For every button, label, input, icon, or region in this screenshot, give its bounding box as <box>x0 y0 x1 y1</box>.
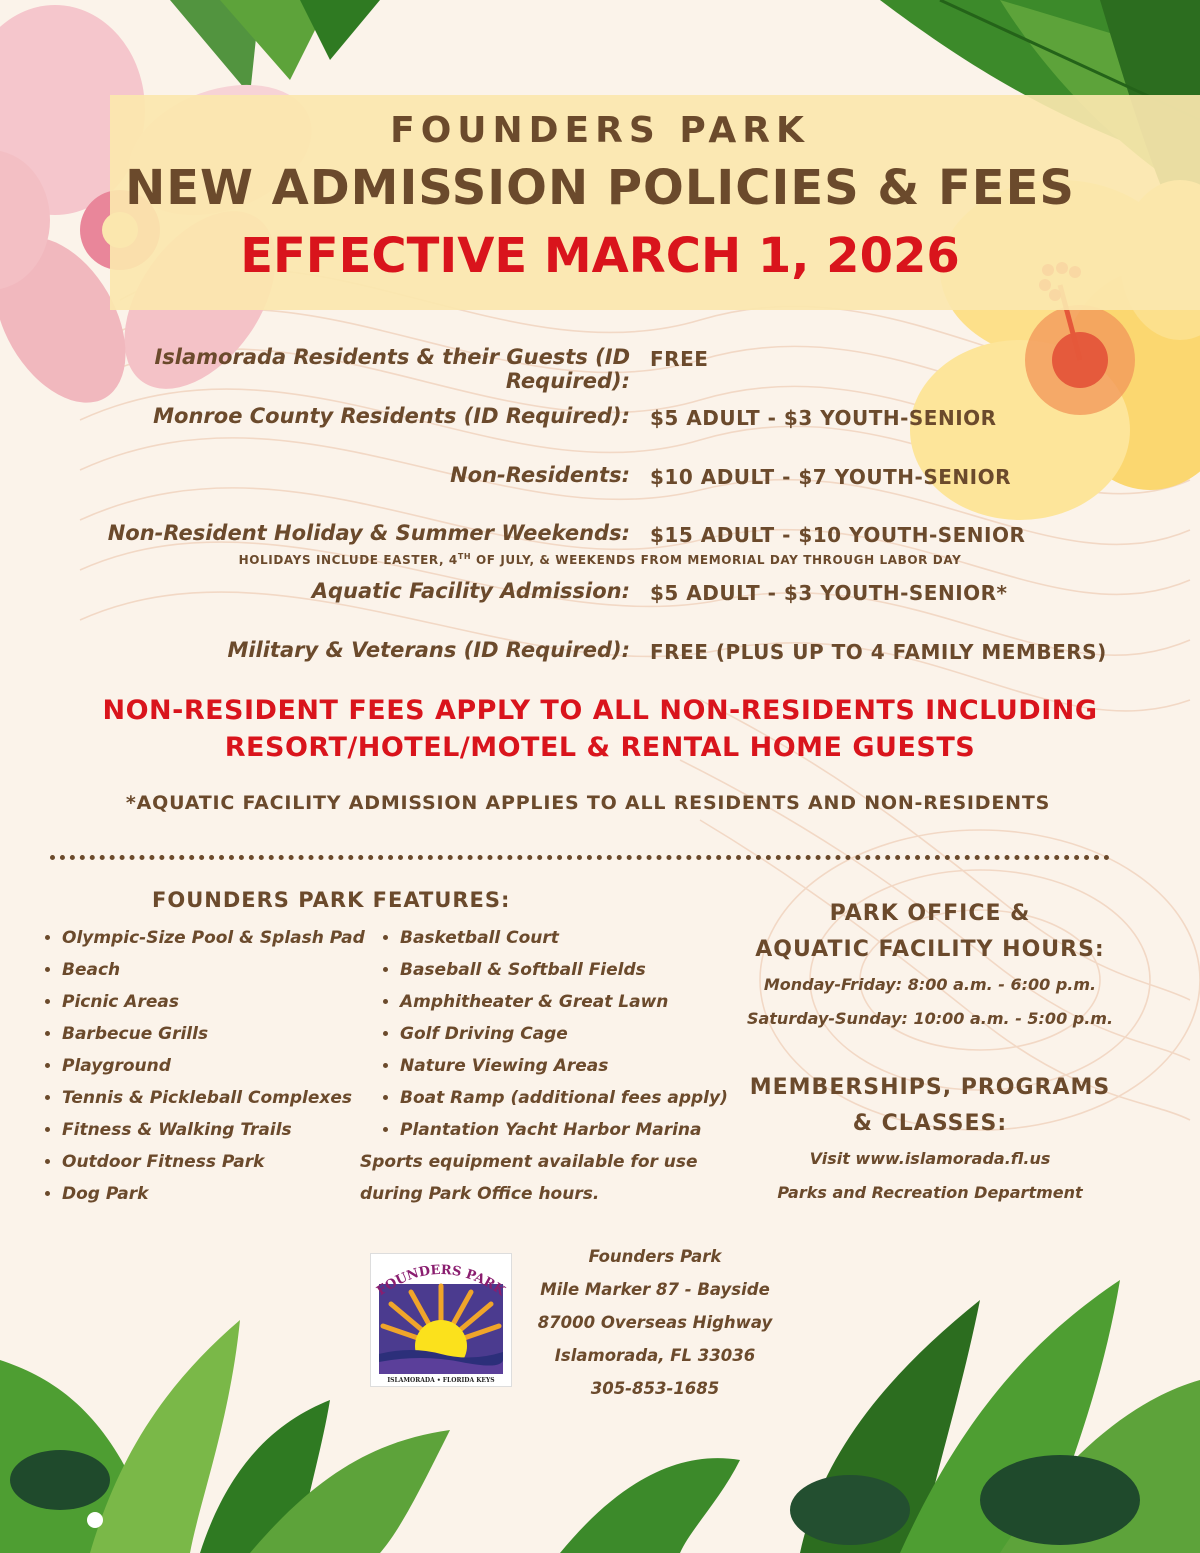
list-item: • Amphitheater & Great Lawn <box>400 986 728 1018</box>
holiday-note-sup: TH <box>457 552 472 561</box>
hours-heading-line2: AQUATIC FACILITY HOURS: <box>755 937 1105 962</box>
list-item: • Dog Park <box>62 1178 365 1210</box>
equipment-note-line1: Sports equipment available for use <box>360 1152 698 1172</box>
list-item: • Outdoor Fitness Park <box>62 1146 365 1178</box>
address-phone: 305-853-1685 <box>590 1379 720 1398</box>
sunset-logo-icon <box>371 1254 511 1386</box>
fee-label-islamorada: Islamorada Residents & their Guests (ID Required): <box>154 345 630 393</box>
list-item: • Plantation Yacht Harbor Marina <box>400 1114 728 1146</box>
list-item: • Playground <box>62 1050 365 1082</box>
nonresident-note-line1: NON-RESIDENT FEES APPLY TO ALL NON-RESIDENTS INCLUDING <box>102 695 1098 726</box>
logo-subtitle-text: ISLAMORADA • FLORIDA KEYS <box>387 1377 495 1384</box>
holiday-note-after: OF JULY, & WEEKENDS FROM MEMORIAL DAY THROUGH LABOR DAY <box>471 553 962 567</box>
fee-value-nonresident: $10 ADULT - $7 YOUTH-SENIOR <box>650 465 1011 489</box>
memberships-heading-line2: & CLASSES: <box>852 1111 1008 1136</box>
list-item: • Olympic-Size Pool & Splash Pad <box>62 922 365 954</box>
policy-heading: NEW ADMISSION POLICIES & FEES <box>125 160 1075 216</box>
list-item: • Tennis & Pickleball Complexes <box>62 1082 365 1114</box>
hours-weekend: Saturday-Sunday: 10:00 a.m. - 5:00 p.m. <box>746 1009 1114 1028</box>
address-marker: Mile Marker 87 - Bayside <box>540 1280 770 1299</box>
fee-label-military: Military & Veterans (ID Required): <box>227 638 630 662</box>
memberships-heading-line1: MEMBERSHIPS, PROGRAMS <box>749 1075 1111 1100</box>
fee-value-holiday: $15 ADULT - $10 YOUTH-SENIOR <box>650 523 1026 547</box>
memberships-section <box>735 1070 1125 1210</box>
address-name: Founders Park <box>588 1247 722 1266</box>
dotted-divider <box>50 855 1110 860</box>
hours-weekday: Monday-Friday: 8:00 a.m. - 6:00 p.m. <box>763 975 1097 994</box>
holiday-note <box>0 552 1200 567</box>
fee-value-aquatic: $5 ADULT - $3 YOUTH-SENIOR* <box>650 581 1008 605</box>
list-item: • Picnic Areas <box>62 986 365 1018</box>
holiday-note-before: HOLIDAYS INCLUDE EASTER, 4 <box>238 553 458 567</box>
address-street: 87000 Overseas Highway <box>537 1313 773 1332</box>
hours-section <box>735 896 1125 1036</box>
fee-value-military: FREE (PLUS UP TO 4 FAMILY MEMBERS) <box>650 640 1107 664</box>
fee-label-nonresident: Non-Residents: <box>450 463 630 487</box>
fee-label-aquatic: Aquatic Facility Admission: <box>311 579 630 603</box>
list-item: • Barbecue Grills <box>62 1018 365 1050</box>
memberships-department: Parks and Recreation Department <box>777 1183 1083 1202</box>
list-item: • Baseball & Softball Fields <box>400 954 728 986</box>
logo-title-text: FOUNDERS PARK <box>374 1262 508 1300</box>
fee-value-monroe: $5 ADULT - $3 YOUTH-SENIOR <box>650 406 997 430</box>
list-item: • Golf Driving Cage <box>400 1018 728 1050</box>
features-list-col1 <box>38 922 365 1210</box>
hours-heading-line1: PARK OFFICE & <box>829 901 1031 926</box>
list-item: • Fitness & Walking Trails <box>62 1114 365 1146</box>
address-city: Islamorada, FL 33036 <box>554 1346 756 1365</box>
list-item: • Boat Ramp (additional fees apply) <box>400 1082 728 1114</box>
list-item: • Basketball Court <box>400 922 728 954</box>
founders-park-logo <box>370 1253 512 1387</box>
aquatic-note: *AQUATIC FACILITY ADMISSION APPLIES TO ALL RESIDENTS AND NON-RESIDENTS <box>125 792 1051 814</box>
list-item: • Nature Viewing Areas <box>400 1050 728 1082</box>
memberships-website: Visit www.islamorada.fl.us <box>809 1149 1051 1168</box>
equipment-note-line2: during Park Office hours. <box>360 1184 600 1204</box>
fee-value-islamorada: FREE <box>650 347 709 371</box>
park-name-heading: FOUNDERS PARK <box>390 110 810 151</box>
features-list-col2 <box>376 922 728 1146</box>
fee-label-holiday: Non-Resident Holiday & Summer Weekends: <box>107 521 630 545</box>
effective-date-heading: EFFECTIVE MARCH 1, 2026 <box>240 228 960 284</box>
nonresident-note-line2: RESORT/HOTEL/MOTEL & RENTAL HOME GUESTS <box>224 732 976 763</box>
address-block <box>520 1240 790 1405</box>
features-heading: FOUNDERS PARK FEATURES: <box>152 888 511 912</box>
fee-label-monroe: Monroe County Residents (ID Required): <box>153 404 630 428</box>
list-item: • Beach <box>62 954 365 986</box>
